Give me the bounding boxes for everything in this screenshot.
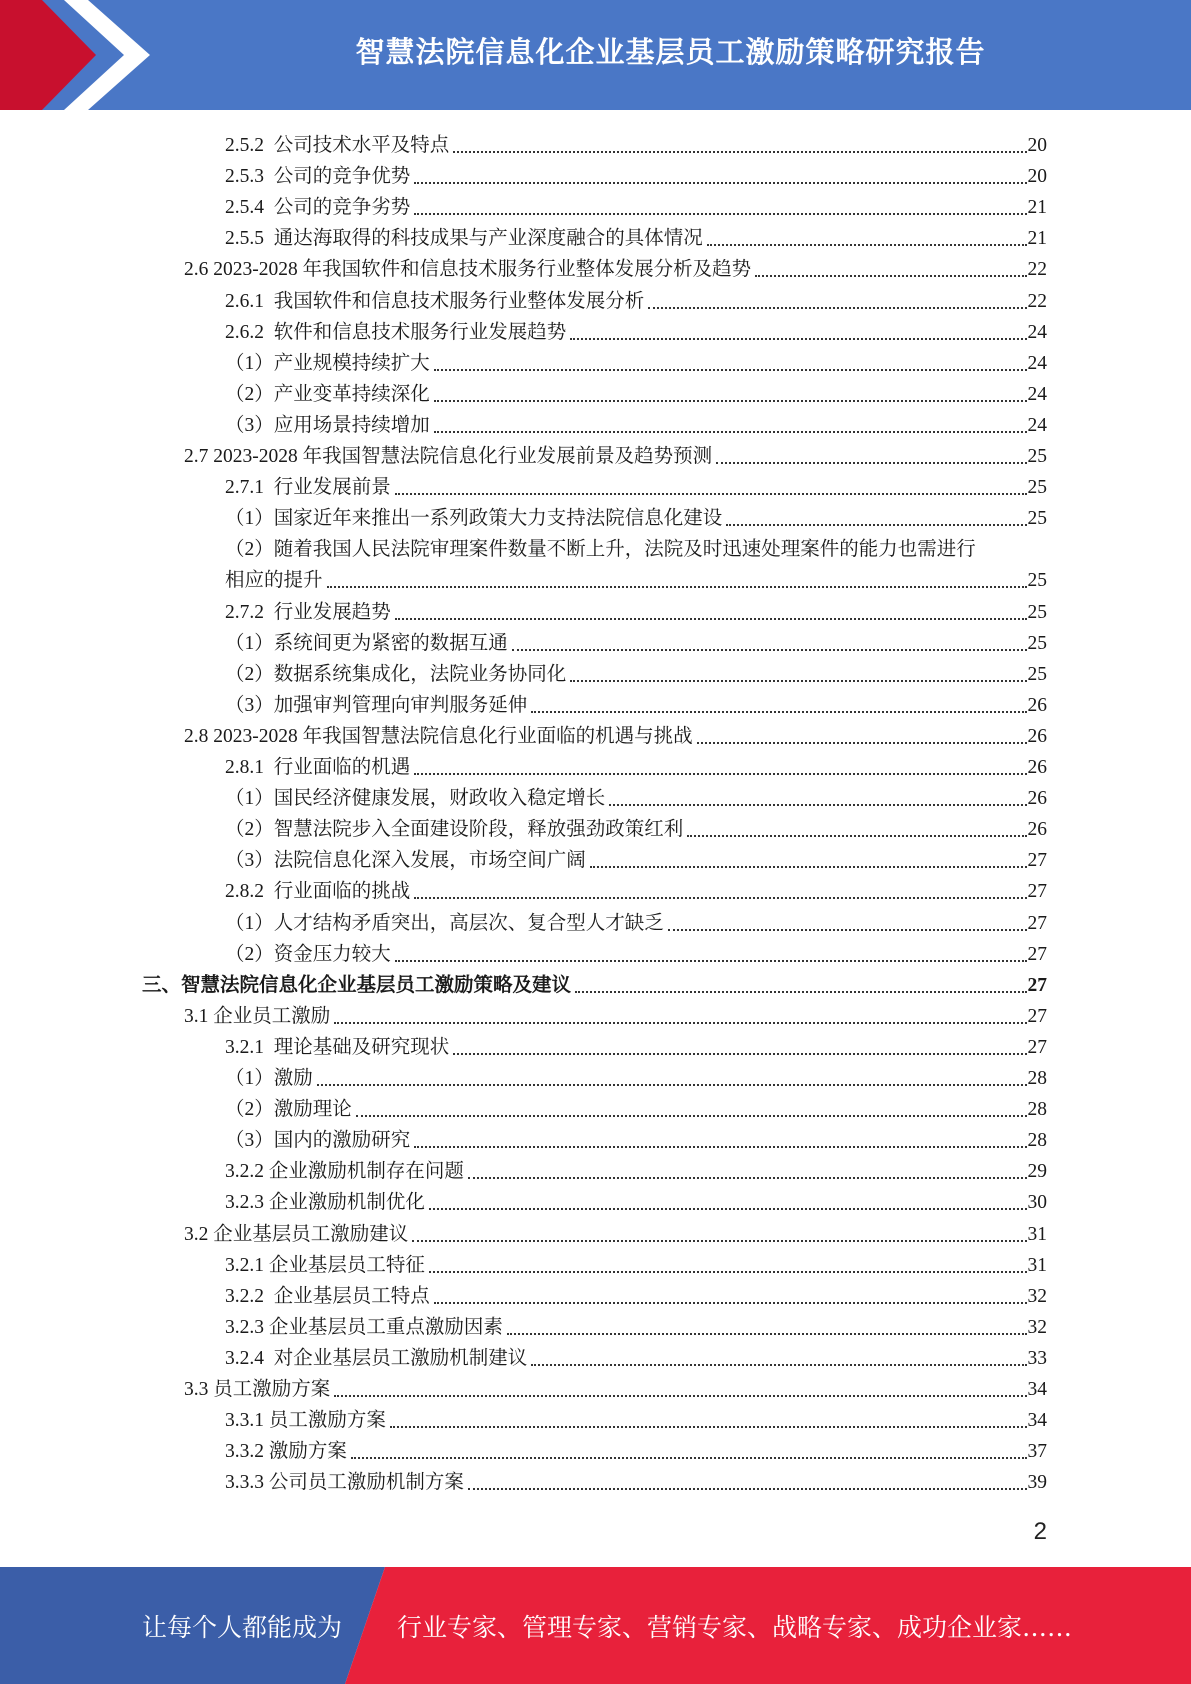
toc-entry-page: 25 [1027,632,1047,654]
toc-entry-page: 27 [1027,850,1047,872]
toc-entry-label: 2.5.3 公司的竞争优势 [225,166,411,188]
toc-entry[interactable] [225,1464,1047,1495]
toc-leader-dots [507,1332,1027,1335]
toc-leader-dots [707,243,1027,246]
toc-leader-dots [468,1487,1027,1490]
toc-entry[interactable] [225,562,1047,593]
toc-entry-label: 3.2.3 企业激励机制优化 [225,1192,425,1214]
toc-entry-label: 相应的提升 [225,570,323,592]
toc-entry-page: 34 [1027,1379,1047,1400]
toc-entry-page: 24 [1027,414,1047,436]
toc-entry-page: 30 [1027,1192,1047,1214]
toc-entry-label: （2）资金压力较大 [225,943,391,965]
toc-entry[interactable] [225,594,1047,625]
toc-leader-dots [697,741,1027,744]
toc-entry[interactable] [184,1216,1047,1247]
toc-entry-label: 2.6.2 软件和信息技术服务行业发展趋势 [225,321,567,343]
toc-entry-label: 3.3.1 员工激励方案 [225,1410,386,1432]
toc-entry-page: 24 [1027,352,1047,374]
toc-entry-page: 21 [1027,197,1047,219]
toc-entry-label: （3）加强审判管理向审判服务延伸 [225,694,528,716]
toc-entry-page: 32 [1027,1316,1047,1338]
toc-entry-label: 2.7 2023-2028 年我国智慧法院信息化行业发展前景及趋势预测 [184,446,713,467]
toc-leader-dots [453,150,1026,153]
toc-leader-dots [609,803,1026,806]
toc-entry[interactable] [225,1433,1047,1464]
toc-leader-dots [414,896,1026,899]
toc-leader-dots [334,1394,1026,1397]
toc-entry-label: （1）产业规模持续扩大 [225,352,430,374]
toc-entry[interactable] [184,718,1047,749]
toc-entry-page: 26 [1027,788,1047,810]
toc-entry-label: 3.3.3 公司员工激励机制方案 [225,1472,464,1494]
toc-entry-page: 34 [1027,1410,1047,1432]
toc-leader-dots [414,1145,1026,1148]
toc-leader-dots [434,368,1027,371]
toc-entry-label: （1）激励 [225,1068,313,1089]
toc-entry[interactable] [225,1184,1047,1215]
toc-entry-page: 31 [1027,1223,1047,1245]
toc-entry[interactable] [225,625,1047,656]
toc-entry[interactable] [225,1122,1047,1153]
toc-entry-label: 3.2.1 企业基层员工特征 [225,1254,425,1276]
toc-entry-label: 3.2 企业基层员工激励建议 [184,1223,409,1245]
toc-entry-page: 27 [1027,974,1047,996]
toc-leader-dots [334,1021,1026,1024]
toc-entry[interactable] [225,905,1047,936]
toc-entry[interactable] [225,127,1047,158]
toc-entry[interactable] [225,1278,1047,1309]
toc-entry-page: 29 [1027,1161,1047,1183]
page-footer [0,1567,1191,1684]
toc-entry[interactable] [184,1371,1047,1402]
toc-entry-label: 3.2.1 理论基础及研究现状 [225,1036,450,1058]
toc-entry[interactable] [225,842,1047,873]
toc-entry-label: 2.8.2 行业面临的挑战 [225,881,411,903]
toc-leader-dots [468,1176,1027,1179]
toc-leader-dots [356,1114,1027,1117]
toc-entry-page: 24 [1027,383,1047,405]
header-chevron-graphic [0,0,160,110]
toc-leader-dots [668,928,1027,931]
toc-leader-dots [726,523,1026,526]
toc-entry-label: （2）智慧法院步入全面建设阶段，释放强劲政策红利 [225,819,684,841]
toc-leader-dots [414,772,1026,775]
toc-entry-label: （1）国家近年来推出一系列政策大力支持法院信息化建设 [225,508,723,530]
toc-leader-dots [390,1425,1027,1428]
toc-entry[interactable] [225,531,1047,562]
toc-leader-dots [434,1301,1027,1304]
toc-entry-page: 24 [1027,321,1047,343]
toc-entry[interactable] [225,1402,1047,1433]
toc-entry[interactable] [225,749,1047,780]
toc-entry[interactable] [225,189,1047,220]
toc-entry-page: 32 [1027,1285,1047,1307]
toc-entry-page: 27 [1027,912,1047,934]
toc-entry-page: 25 [1027,570,1047,592]
toc-entry[interactable] [225,469,1047,500]
toc-entry-label: 2.8 2023-2028 年我国智慧法院信息化行业面临的机遇与挑战 [184,725,693,747]
toc-entry-label: 2.5.5 通达海取得的科技成果与产业深度融合的具体情况 [225,228,703,250]
toc-leader-dots [575,990,1026,993]
toc-entry-label: （1）系统间更为紧密的数据互通 [225,632,508,654]
toc-leader-dots [590,865,1027,868]
toc-leader-dots [414,212,1026,215]
toc-entry[interactable] [225,500,1047,531]
toc-entry-page: 27 [1027,881,1047,903]
toc-leader-dots [395,617,1027,620]
toc-entry-page: 26 [1027,819,1047,841]
toc-entry-label: 3.2.3 企业基层员工重点激励因素 [225,1316,503,1338]
toc-entry-label: 2.7.2 行业发展趋势 [225,601,391,623]
toc-leader-dots [351,1456,1027,1459]
toc-entry-page: 25 [1027,508,1047,530]
toc-entry-label: （2）激励理论 [225,1099,352,1121]
toc-entry-page: 28 [1027,1099,1047,1121]
toc-entry-page: 20 [1027,135,1047,156]
toc-entry-page: 31 [1027,1254,1047,1276]
toc-entry-label: 三、智慧法院信息化企业基层员工激励策略及建议 [142,974,572,996]
toc-entry-page: 20 [1027,166,1047,188]
toc-leader-dots [687,834,1026,837]
toc-leader-dots [429,1270,1027,1273]
toc-leader-dots [716,461,1026,464]
page-header [0,0,1191,110]
toc-entry-label: 2.5.2 公司技术水平及特点 [225,135,450,156]
toc-entry[interactable] [225,407,1047,438]
toc-entry[interactable] [225,1247,1047,1278]
toc-entry[interactable] [184,251,1047,282]
toc-entry[interactable] [225,1153,1047,1184]
toc-entry[interactable] [225,811,1047,842]
toc-entry[interactable] [225,158,1047,189]
toc-leader-dots [317,1083,1027,1086]
toc-entry-label: （2）数据系统集成化，法院业务协同化 [225,663,567,685]
toc-entry[interactable] [225,1091,1047,1122]
toc-entry[interactable] [225,1029,1047,1060]
toc-entry-page: 25 [1027,446,1047,467]
toc-leader-dots [453,1052,1026,1055]
toc-entry-label: （3）法院信息化深入发展，市场空间广阔 [225,850,586,872]
footer-slogan-left: 让每个人都能成为 [142,1612,343,1642]
toc-leader-dots [412,1239,1026,1242]
toc-entry[interactable] [225,780,1047,811]
footer-slogan-right: 行业专家、管理专家、营销专家、战略专家、成功企业家…… [397,1612,1073,1642]
toc-entry-page: 27 [1027,1036,1047,1058]
toc-entry-label: 2.7.1 行业发展前景 [225,477,391,499]
toc-entry-label: 3.2.4 对企业基层员工激励机制建议 [225,1347,528,1369]
toc-entry-page: 39 [1027,1472,1047,1494]
toc-entry-label: 2.5.4 公司的竞争劣势 [225,197,411,219]
toc-entry-label: 3.1 企业员工激励 [184,1005,331,1027]
toc-entry[interactable] [225,687,1047,718]
toc-entry-page: 25 [1027,477,1047,499]
toc-leader-dots [648,306,1026,309]
toc-entry-page: 21 [1027,228,1047,250]
toc-entry-page: 25 [1027,663,1047,685]
toc-entry[interactable] [225,1340,1047,1371]
toc-entry[interactable] [184,438,1047,469]
toc-entry-label: 3.2.2 企业基层员工特点 [225,1285,430,1307]
toc-entry[interactable] [225,220,1047,251]
toc-entry-label: 2.6 2023-2028 年我国软件和信息技术服务行业整体发展分析及趋势 [184,259,752,281]
toc-leader-dots [531,710,1026,713]
toc-leader-dots [755,274,1026,277]
toc-entry-label: （3）应用场景持续增加 [225,414,430,436]
toc-entry-page: 33 [1027,1347,1047,1369]
toc-leader-dots [531,1363,1026,1366]
toc-entry-label: （1）人才结构矛盾突出，高层次、复合型人才缺乏 [225,912,664,934]
page-number: 2 [1033,1518,1047,1545]
toc-entry-label: 2.6.1 我国软件和信息技术服务行业整体发展分析 [225,290,645,312]
toc-entry-page: 22 [1027,259,1047,281]
toc-entry-label: 3.3.2 激励方案 [225,1441,347,1463]
toc-entry[interactable] [225,1309,1047,1340]
toc-entry[interactable] [225,314,1047,345]
toc-entry-page: 26 [1027,725,1047,747]
toc-entry-page: 37 [1027,1441,1047,1463]
toc-leader-dots [327,585,1027,588]
toc-entry[interactable] [225,283,1047,314]
toc-entry-label: 2.8.1 行业面临的机遇 [225,757,411,778]
toc-leader-dots [395,492,1027,495]
toc-entry-label: （1）国民经济健康发展，财政收入稳定增长 [225,788,606,810]
toc-entry-label: 3.2.2 企业激励机制存在问题 [225,1161,464,1183]
toc-entry-label: （2）随着我国人民法院审理案件数量不断上升，法院及时迅速处理案件的能力也需进行 [225,539,976,561]
toc-entry[interactable] [184,998,1047,1029]
toc-leader-dots [570,679,1026,682]
toc-entry-page: 22 [1027,290,1047,312]
toc-entry-page: 28 [1027,1130,1047,1152]
toc-entry[interactable] [142,967,1047,998]
toc-entry[interactable] [225,376,1047,407]
toc-leader-dots [434,399,1027,402]
toc-leader-dots [512,648,1027,651]
toc-entry[interactable] [225,656,1047,687]
toc-entry-label: （3）国内的激励研究 [225,1130,411,1152]
toc-entry-label: 3.3 员工激励方案 [184,1379,331,1400]
toc-entry-page: 28 [1027,1068,1047,1089]
report-title: 智慧法院信息化企业基层员工激励策略研究报告 [355,34,986,69]
toc-leader-dots [570,337,1026,340]
toc-entry-page: 26 [1027,757,1047,778]
toc-leader-dots [429,1207,1027,1210]
toc-leader-dots [395,959,1027,962]
toc-entry[interactable] [225,345,1047,376]
toc-entry-page: 27 [1027,943,1047,965]
toc-leader-dots [414,181,1026,184]
toc-entry[interactable] [225,936,1047,967]
toc-entry-page: 26 [1027,694,1047,716]
toc-leader-dots [434,430,1027,433]
toc-entry[interactable] [225,1060,1047,1091]
toc-entry-page: 27 [1027,1005,1047,1027]
toc-entry-page: 25 [1027,601,1047,623]
toc-entry[interactable] [225,873,1047,904]
toc-entry-label: （2）产业变革持续深化 [225,383,430,405]
